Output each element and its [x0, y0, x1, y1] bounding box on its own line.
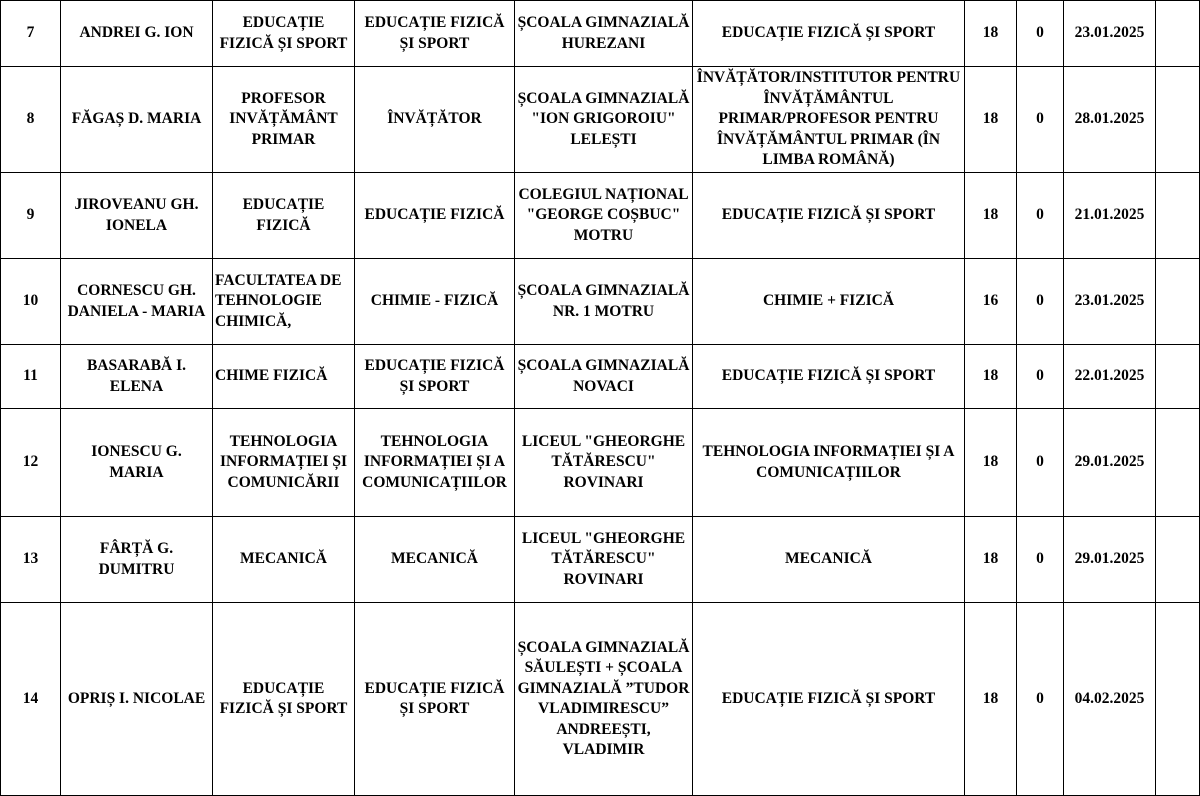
table-body	[1, 1, 1200, 796]
table-row	[1, 517, 1200, 603]
cell-nr: 7	[1, 1, 61, 67]
cell-hours: 18	[965, 173, 1017, 259]
cell-post-specialization: ÎNVĂȚĂTOR	[355, 67, 515, 173]
cell-specialization: EDUCAȚIE FIZICĂ ȘI SPORT	[213, 603, 355, 796]
cell-hours: 18	[965, 517, 1017, 603]
cell-date: 21.01.2025	[1064, 173, 1156, 259]
cell-discipline: MECANICĂ	[693, 517, 965, 603]
cell-post-specialization: EDUCAȚIE FIZICĂ ȘI SPORT	[355, 603, 515, 796]
cell-school: ȘCOALA GIMNAZIALĂ SĂULEȘTI + ȘCOALA GIMNAZIALĂ ”TUDOR VLADIMIRESCU” ANDREEȘTI, VLADIMIR	[515, 603, 693, 796]
cell-nr: 8	[1, 67, 61, 173]
cell-post-specialization: EDUCAȚIE FIZICĂ	[355, 173, 515, 259]
table-row	[1, 345, 1200, 409]
cell-date: 28.01.2025	[1064, 67, 1156, 173]
table-row	[1, 259, 1200, 345]
cell-last	[1156, 345, 1200, 409]
cell-post-specialization: MECANICĂ	[355, 517, 515, 603]
cell-school: ȘCOALA GIMNAZIALĂ NR. 1 MOTRU	[515, 259, 693, 345]
cell-discipline: ÎNVĂȚĂTOR/INSTITUTOR PENTRU ÎNVĂȚĂMÂNTUL PRIMAR/PROFESOR PENTRU ÎNVĂȚĂMÂNTUL PRIMAR (ÎN LIMBA ROMÂNĂ)	[693, 67, 965, 173]
cell-extra: 0	[1017, 1, 1064, 67]
cell-date: 23.01.2025	[1064, 259, 1156, 345]
cell-name: IONESCU G. MARIA	[61, 409, 213, 517]
table-row	[1, 603, 1200, 796]
cell-name: FĂGAȘ D. MARIA	[61, 67, 213, 173]
cell-extra: 0	[1017, 259, 1064, 345]
table-row	[1, 1, 1200, 67]
cell-date: 22.01.2025	[1064, 345, 1156, 409]
cell-date: 04.02.2025	[1064, 603, 1156, 796]
cell-discipline: EDUCAȚIE FIZICĂ ȘI SPORT	[693, 173, 965, 259]
cell-specialization: EDUCAȚIE FIZICĂ	[213, 173, 355, 259]
cell-last	[1156, 173, 1200, 259]
cell-nr: 13	[1, 517, 61, 603]
table-row	[1, 409, 1200, 517]
cell-discipline: EDUCAȚIE FIZICĂ ȘI SPORT	[693, 1, 965, 67]
cell-last	[1156, 517, 1200, 603]
cell-post-specialization: CHIMIE - FIZICĂ	[355, 259, 515, 345]
cell-last	[1156, 409, 1200, 517]
cell-school: LICEUL "GHEORGHE TĂTĂRESCU" ROVINARI	[515, 409, 693, 517]
cell-date: 29.01.2025	[1064, 517, 1156, 603]
cell-nr: 10	[1, 259, 61, 345]
cell-school: ȘCOALA GIMNAZIALĂ HUREZANI	[515, 1, 693, 67]
cell-nr: 11	[1, 345, 61, 409]
cell-post-specialization: TEHNOLOGIA INFORMAȚIEI ȘI A COMUNICAȚIILOR	[355, 409, 515, 517]
cell-nr: 14	[1, 603, 61, 796]
cell-nr: 9	[1, 173, 61, 259]
cell-hours: 18	[965, 409, 1017, 517]
cell-name: JIROVEANU GH. IONELA	[61, 173, 213, 259]
cell-extra: 0	[1017, 409, 1064, 517]
cell-name: OPRIȘ I. NICOLAE	[61, 603, 213, 796]
cell-hours: 16	[965, 259, 1017, 345]
cell-hours: 18	[965, 67, 1017, 173]
cell-last	[1156, 259, 1200, 345]
cell-school: ȘCOALA GIMNAZIALĂ "ION GRIGOROIU" LELEȘTI	[515, 67, 693, 173]
cell-specialization: TEHNOLOGIA INFORMAȚIEI ȘI COMUNICĂRII	[213, 409, 355, 517]
cell-hours: 18	[965, 1, 1017, 67]
cell-name: CORNESCU GH. DANIELA - MARIA	[61, 259, 213, 345]
table-row	[1, 67, 1200, 173]
cell-specialization: CHIME FIZICĂ	[213, 345, 355, 409]
cell-extra: 0	[1017, 603, 1064, 796]
cell-extra: 0	[1017, 517, 1064, 603]
cell-discipline: EDUCAȚIE FIZICĂ ȘI SPORT	[693, 603, 965, 796]
cell-post-specialization: EDUCAȚIE FIZICĂ ȘI SPORT	[355, 1, 515, 67]
cell-last	[1156, 67, 1200, 173]
cell-discipline: CHIMIE + FIZICĂ	[693, 259, 965, 345]
cell-extra: 0	[1017, 67, 1064, 173]
cell-name: ANDREI G. ION	[61, 1, 213, 67]
cell-school: ȘCOALA GIMNAZIALĂ NOVACI	[515, 345, 693, 409]
cell-nr: 12	[1, 409, 61, 517]
cell-discipline: TEHNOLOGIA INFORMAȚIEI ȘI A COMUNICAȚIILOR	[693, 409, 965, 517]
cell-specialization: PROFESOR INVĂȚĂMÂNT PRIMAR	[213, 67, 355, 173]
cell-discipline: EDUCAȚIE FIZICĂ ȘI SPORT	[693, 345, 965, 409]
cell-specialization: EDUCAȚIE FIZICĂ ȘI SPORT	[213, 1, 355, 67]
cell-extra: 0	[1017, 345, 1064, 409]
cell-name: FÂRȚĂ G. DUMITRU	[61, 517, 213, 603]
table-row	[1, 173, 1200, 259]
cell-last	[1156, 1, 1200, 67]
cell-school: LICEUL "GHEORGHE TĂTĂRESCU" ROVINARI	[515, 517, 693, 603]
cell-specialization: MECANICĂ	[213, 517, 355, 603]
cell-date: 23.01.2025	[1064, 1, 1156, 67]
cell-hours: 18	[965, 345, 1017, 409]
cell-extra: 0	[1017, 173, 1064, 259]
cell-date: 29.01.2025	[1064, 409, 1156, 517]
cell-school: COLEGIUL NAȚIONAL "GEORGE COȘBUC" MOTRU	[515, 173, 693, 259]
cell-last	[1156, 603, 1200, 796]
cell-post-specialization: EDUCAȚIE FIZICĂ ȘI SPORT	[355, 345, 515, 409]
cell-specialization: FACULTATEA DE TEHNOLOGIE CHIMICĂ,	[213, 259, 355, 345]
cell-name: BASARABĂ I. ELENA	[61, 345, 213, 409]
cell-hours: 18	[965, 603, 1017, 796]
